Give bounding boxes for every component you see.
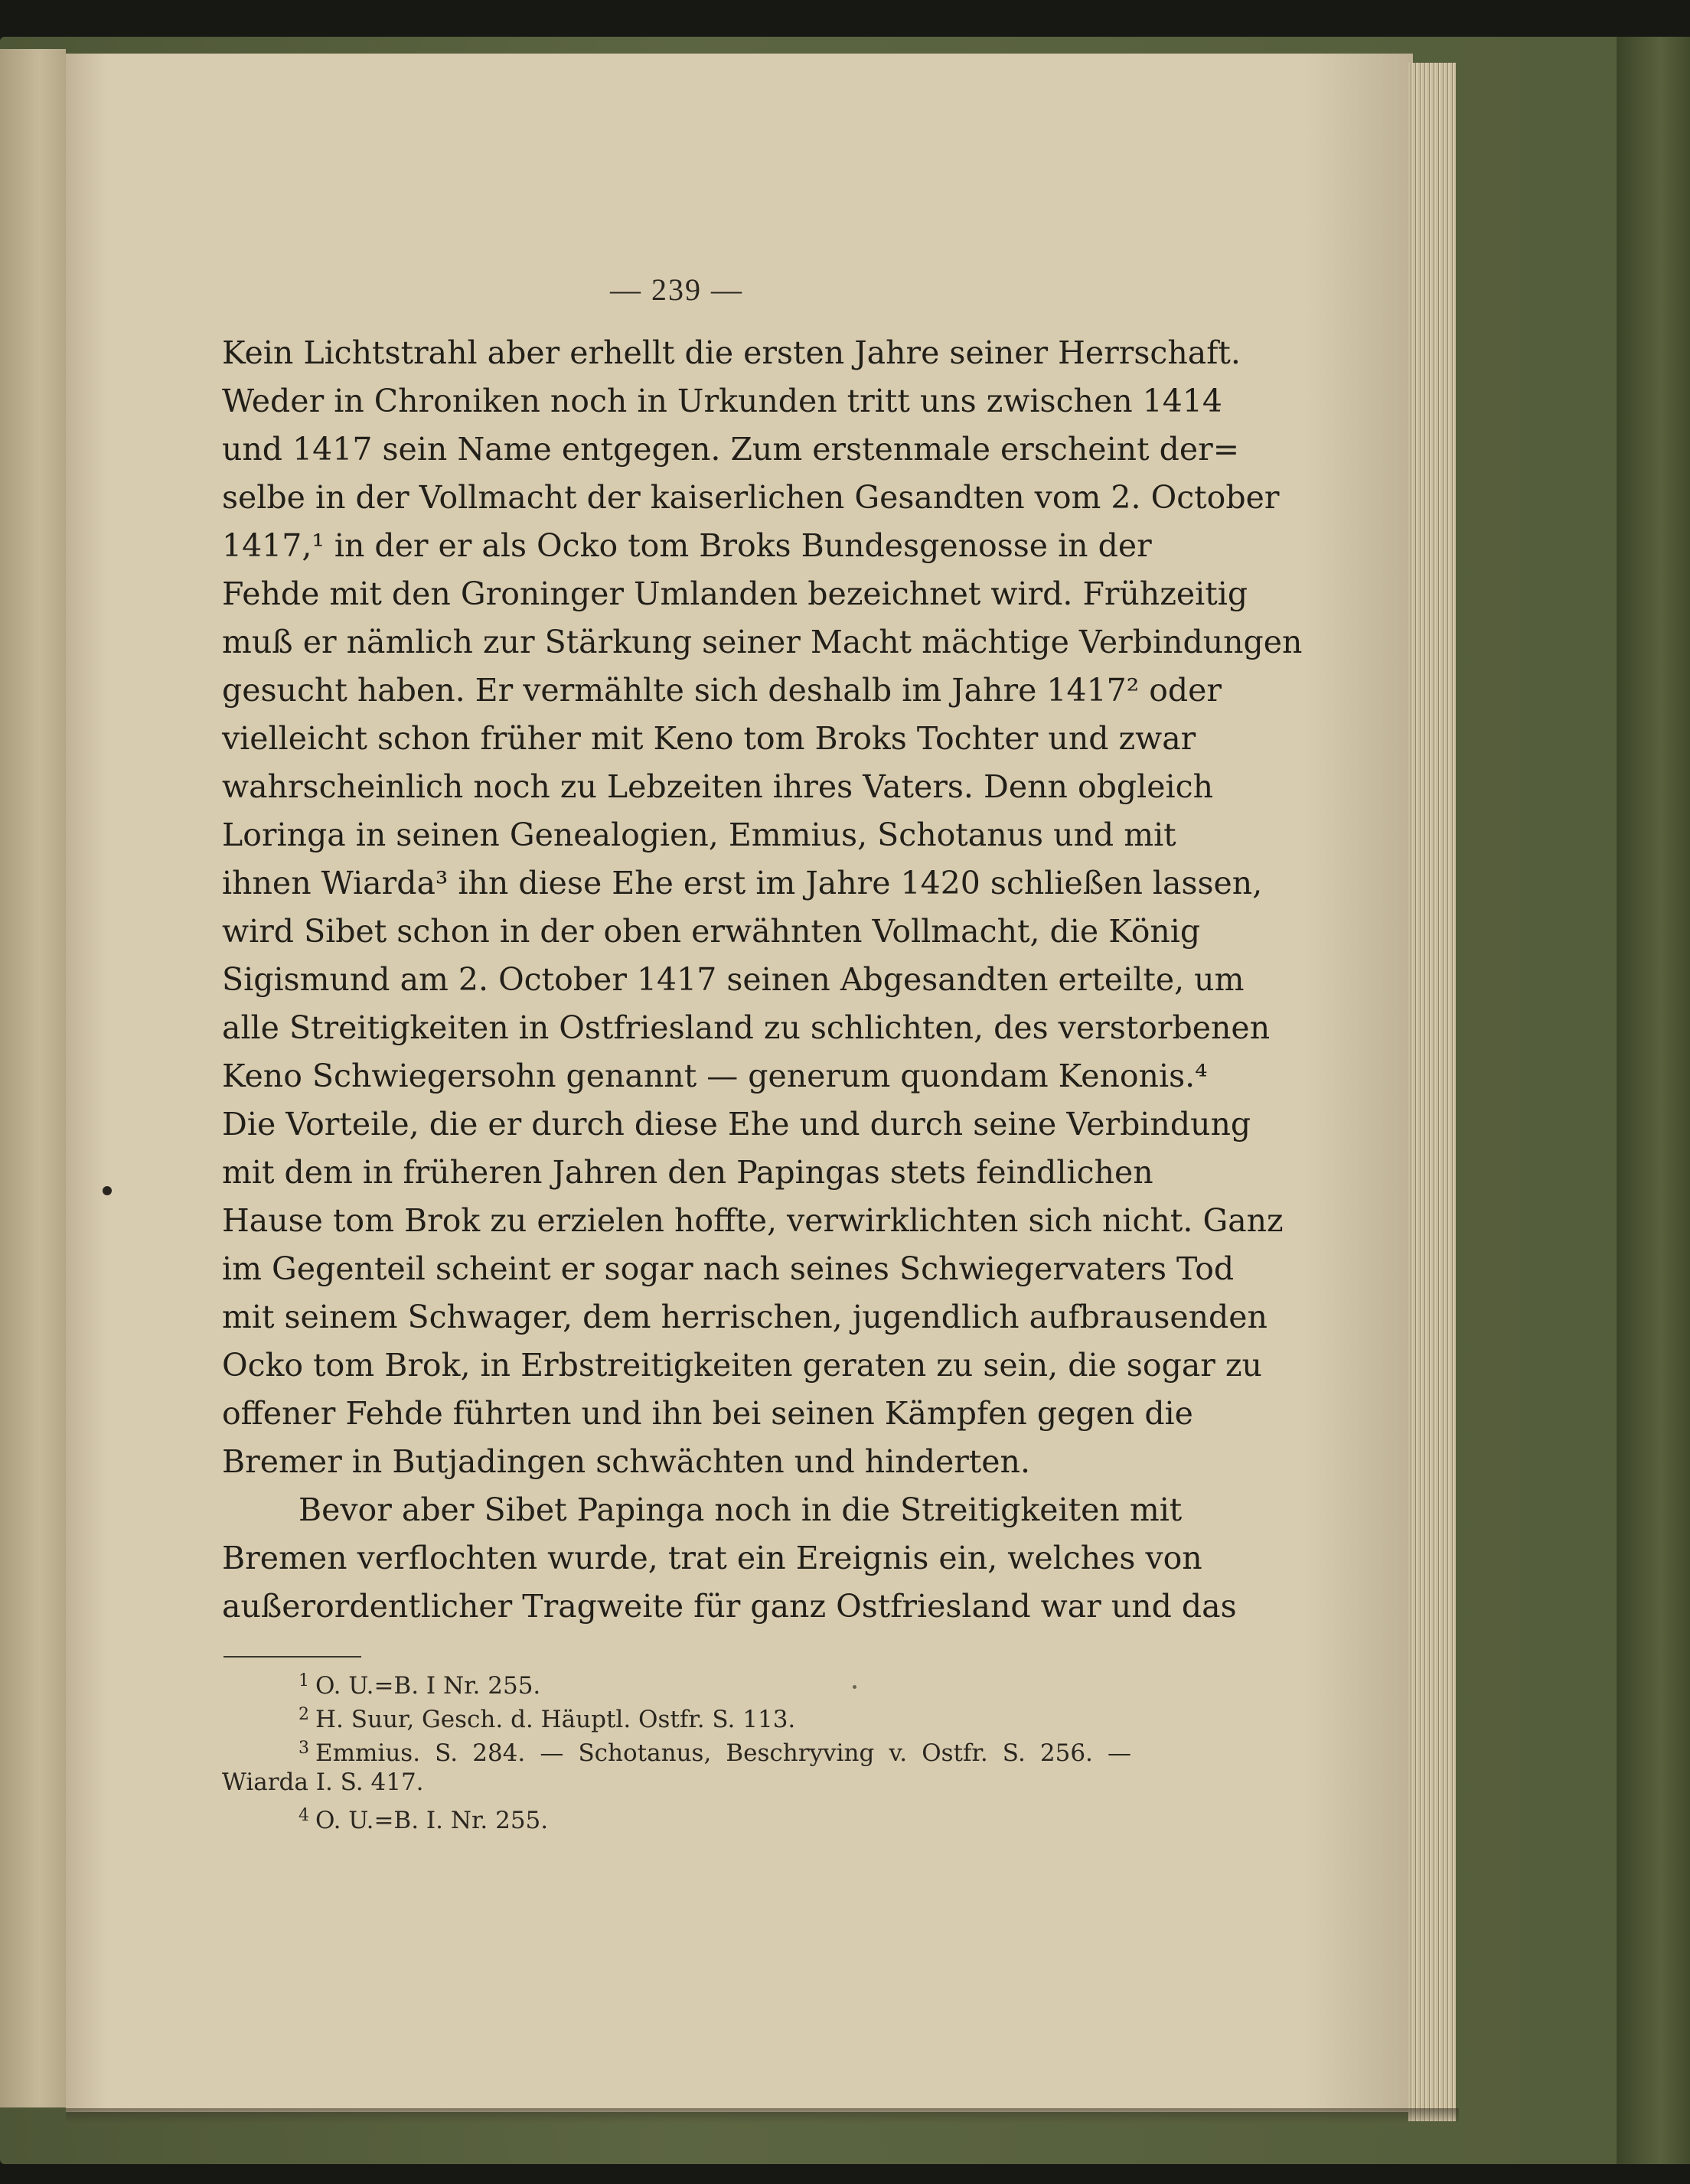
text-line: und 1417 sein Name entgegen. Zum erstenmale erscheint der= (222, 431, 1240, 468)
text-line: Sigismund am 2. October 1417 seinen Abgesandten erteilte, um (222, 961, 1245, 998)
text-line: ihnen Wiarda³ ihn diese Ehe erst im Jahre 1420 schließen lassen, (222, 865, 1263, 901)
text-line: Bremen verflochten wurde, trat ein Ereignis ein, welches von (222, 1540, 1202, 1576)
text-line: Kein Lichtstrahl aber erhellt die ersten Jahre seiner Herrschaft. (222, 334, 1241, 371)
text-line: Ocko tom Brok, in Erbstreitigkeiten geraten zu sein, die sogar zu (222, 1347, 1262, 1384)
footnote-text: Emmius. S. 284. — Schotanus, Beschryving v. Ostfr. S. 256. — (315, 1739, 1131, 1767)
paper-speck (853, 1685, 856, 1689)
footnote-text: H. Suur, Gesch. d. Häuptl. Ostfr. S. 113. (315, 1706, 796, 1733)
text-line: mit dem in früheren Jahren den Papingas stets feindlichen (222, 1154, 1153, 1191)
footnote-mark: 2 (299, 1705, 309, 1724)
text-line: Bevor aber Sibet Papinga noch in die Streitigkeiten mit (299, 1491, 1183, 1528)
cover-edge (1617, 37, 1690, 2164)
text-line: Loringa in seinen Genealogien, Emmius, Schotanus und mit (222, 817, 1176, 853)
page-stack-edge (1408, 63, 1456, 2121)
previous-page-edge (0, 49, 66, 2107)
footnote-text: Wiarda I. S. 417. (222, 1768, 424, 1796)
footnote (222, 1732, 1131, 1765)
text-line: selbe in der Vollmacht der kaiserlichen Gesandten vom 2. October (222, 479, 1280, 516)
text-line: alle Streitigkeiten in Ostfriesland zu schlichten, des verstorbenen (222, 1009, 1271, 1046)
text-line: im Gegenteil scheint er sogar nach seines Schwiegervaters Tod (222, 1250, 1235, 1287)
text-line: muß er nämlich zur Stärkung seiner Macht mächtige Verbindungen (222, 624, 1303, 660)
page-shadow (66, 2108, 1459, 2124)
text-line: 1417,¹ in der er als Ocko tom Broks Bundesgenosse in der (222, 527, 1152, 564)
text-line: Bremer in Butjadingen schwächten und hinderten. (222, 1443, 1030, 1480)
footnote-text: O. U.=B. I Nr. 255. (315, 1672, 541, 1700)
text-line: vielleicht schon früher mit Keno tom Broks Tochter und zwar (222, 720, 1196, 757)
text-line: Keno Schwiegersohn genannt — generum quondam Kenonis.⁴ (222, 1058, 1208, 1094)
footnote (222, 1698, 1131, 1732)
footnote-text: O. U.=B. I. Nr. 255. (315, 1807, 549, 1834)
text-line: wird Sibet schon in der oben erwähnten Vollmacht, die König (222, 913, 1201, 950)
text-line: Weder in Chroniken noch in Urkunden tritt uns zwischen 1414 (222, 383, 1222, 419)
text-line: Hause tom Brok zu erzielen hoffte, verwirklichten sich nicht. Ganz (222, 1202, 1284, 1239)
footnotes (222, 1664, 1131, 1833)
footnote (222, 1799, 1131, 1833)
page-number: — 239 — (610, 272, 743, 307)
footnote-mark: 1 (299, 1671, 309, 1690)
text-line: Die Vorteile, die er durch diese Ehe und durch seine Verbindung (222, 1106, 1251, 1143)
footnote-rule (223, 1656, 361, 1658)
footnote-mark: 4 (299, 1806, 309, 1825)
text-line: gesucht haben. Er vermählte sich deshalb im Jahre 1417² oder (222, 672, 1222, 709)
text-line: mit seinem Schwager, dem herrischen, jugendlich aufbrausenden (222, 1299, 1268, 1335)
text-line: offener Fehde führten und ihn bei seinen Kämpfen gegen die (222, 1395, 1193, 1432)
text-line: wahrscheinlich noch zu Lebzeiten ihres Vaters. Denn obgleich (222, 768, 1213, 805)
text-line: außerordentlicher Tragweite für ganz Ostfriesland war und das (222, 1588, 1237, 1625)
text-line: Fehde mit den Groninger Umlanden bezeichnet wird. Frühzeitig (222, 575, 1248, 612)
margin-speck (103, 1186, 112, 1195)
body-text (222, 329, 1303, 1631)
footnote (222, 1664, 1131, 1698)
footnote-continuation (222, 1765, 1131, 1799)
footnote-mark: 3 (299, 1739, 309, 1758)
